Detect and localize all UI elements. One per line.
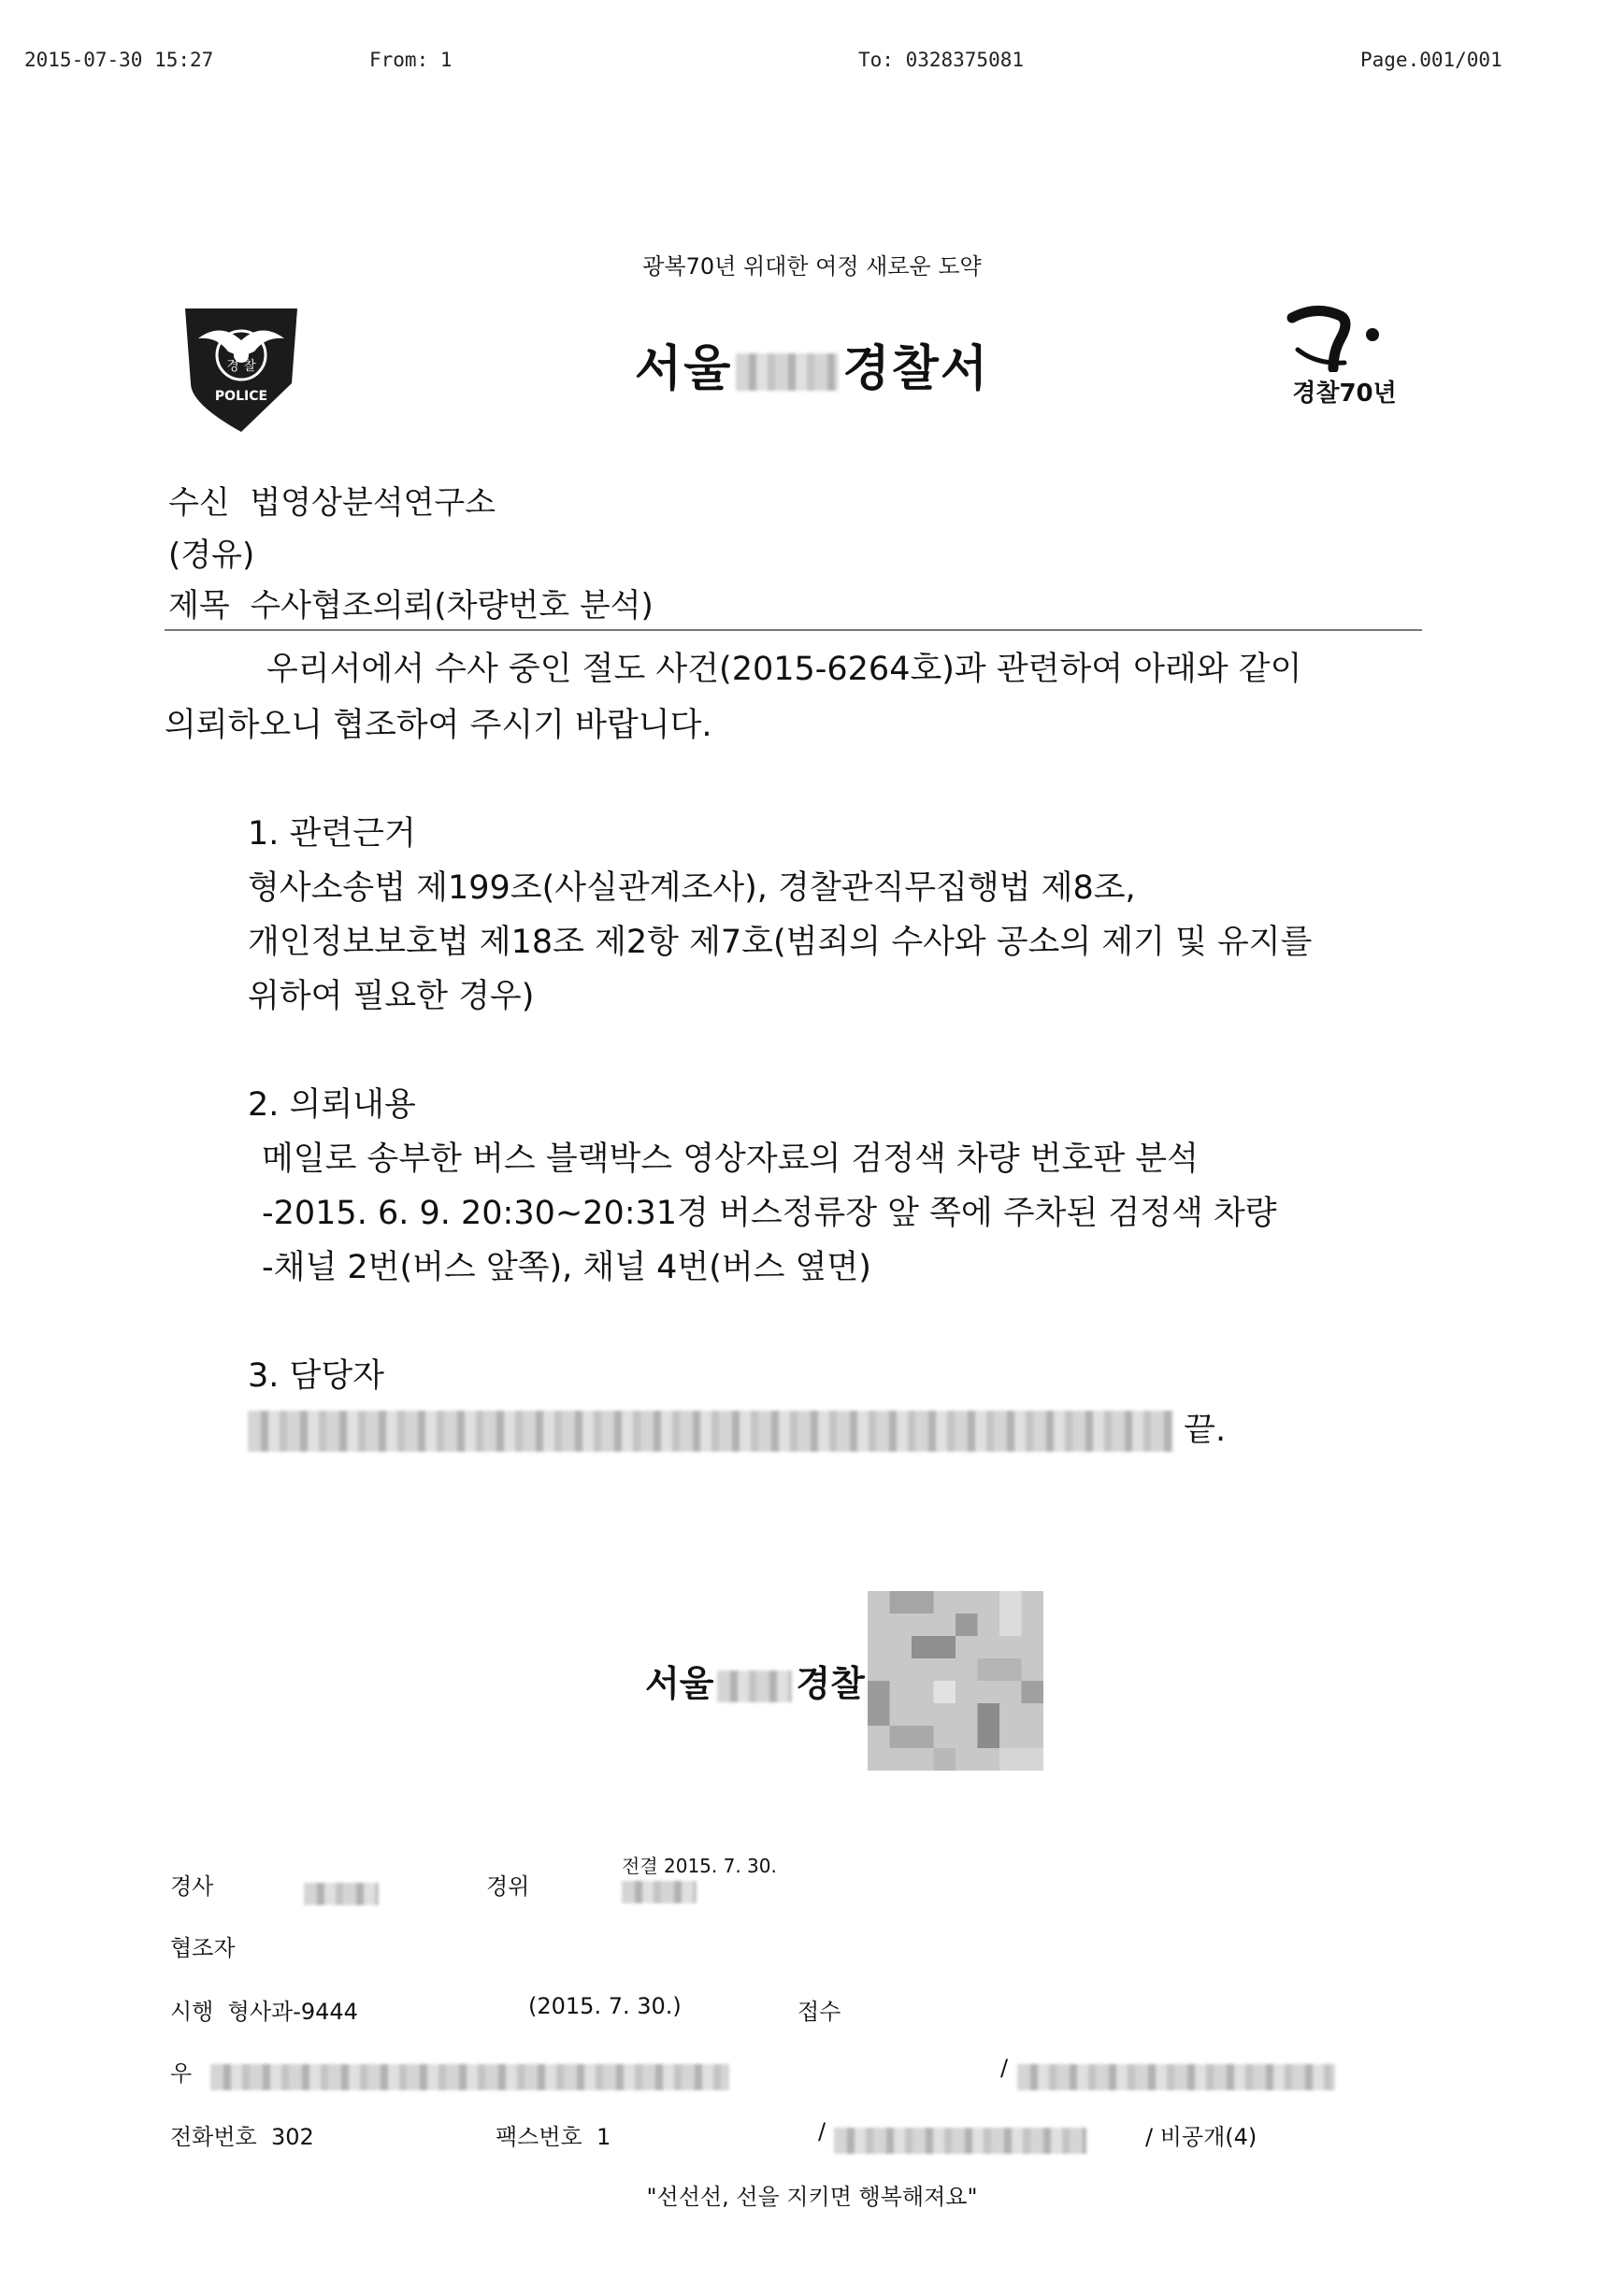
fax-to: To: 0328375081: [858, 49, 1025, 71]
fax-label: 팩스번호: [496, 2124, 582, 2150]
sender-prefix: 서울: [645, 1663, 714, 1704]
via-line: (경유): [168, 537, 255, 574]
redacted-station-name: [736, 353, 839, 391]
sender-suffix: 경찰: [796, 1663, 865, 1704]
approval-date: 전결 2015. 7. 30.: [622, 1855, 777, 1877]
redacted-sender-station: [717, 1671, 792, 1702]
emblem-text-top: 경 찰: [226, 359, 256, 374]
emblem-text-bottom: POLICE: [214, 389, 268, 404]
cooperator-label: 협조자: [170, 1935, 236, 1961]
sender-name: [645, 1655, 865, 1706]
redacted-officer1: [304, 1883, 379, 1905]
redacted-website: [1017, 2064, 1335, 2090]
end-mark: 끝.: [1184, 1412, 1227, 1449]
rank2-label: 경위: [486, 1873, 530, 1900]
police-70-logo: [1279, 297, 1410, 409]
redacted-email: [834, 2128, 1086, 2154]
section2-heading: 2. 의뢰내용: [248, 1086, 416, 1124]
section1-line-2: 개인정보보호법 제18조 제2항 제7호(범죄의 수사와 공소의 제기 및 유지를: [248, 924, 1313, 961]
receipt-label: 접수: [798, 1999, 841, 2025]
disclosure-label: / 비공개(4): [1145, 2124, 1258, 2150]
enforcement-date: (2015. 7. 30.): [528, 1993, 682, 2019]
header-divider: [165, 629, 1422, 631]
enforcement-label: 시행: [170, 1999, 214, 2025]
redacted-officer2: [622, 1881, 697, 1903]
subject-value: 수사협조의뢰(차량번호 분석): [250, 587, 654, 624]
redacted-address: [210, 2064, 729, 2090]
recipient-value: 법영상분석연구소: [250, 484, 496, 522]
motto: "선선선, 선을 지키면 행복해져요": [646, 2184, 978, 2210]
police-70-mark-icon: [1279, 297, 1410, 372]
intro-line-2: 의뢰하오니 협조하여 주시기 바랍니다.: [165, 707, 712, 744]
fax-from: From: 1: [369, 49, 453, 71]
title-suffix: 경찰서: [842, 341, 990, 397]
phone-value: 302: [271, 2124, 314, 2150]
fax-page: Page.001/001: [1360, 49, 1502, 71]
section2-line-1: 메일로 송부한 버스 블랙박스 영상자료의 검정색 차량 번호판 분석: [262, 1140, 1199, 1178]
postal-label: 우: [170, 2060, 193, 2087]
police-70-text: 경찰70년: [1292, 380, 1397, 408]
intro-line-1: 우리서에서 수사 중인 절도 사건(2015-6264호)과 관련하여 아래와 같이: [266, 651, 1302, 688]
contact-line: [248, 1404, 1226, 1452]
postal-slash: /: [1000, 2055, 1009, 2081]
section2-line-2: -2015. 6. 9. 20:30~20:31경 버스정류장 앞 쪽에 주차된 검정색 차량: [262, 1195, 1277, 1232]
phone-label: 전화번호: [170, 2124, 257, 2150]
fax-slash: /: [818, 2118, 826, 2144]
title-prefix: 서울: [634, 341, 733, 397]
subject-line: [168, 580, 654, 625]
recipient-label: 수신: [168, 484, 230, 522]
redacted-contact-info: [248, 1411, 1173, 1452]
phone-line: [170, 2118, 314, 2151]
section1-line-3: 위하여 필요한 경우): [248, 978, 535, 1015]
rank1-label: 경사: [170, 1873, 214, 1900]
enforcement-number: 형사과-9444: [227, 1999, 358, 2025]
fax-value: 1: [596, 2124, 611, 2150]
subject-label: 제목: [168, 587, 230, 624]
slogan: 광복70년 위대한 여정 새로운 도약: [642, 253, 982, 280]
fax-datetime: 2015-07-30 15:27: [24, 49, 214, 71]
enforcement-line: [170, 1993, 358, 2026]
fax-line: [496, 2118, 611, 2151]
section1-line-1: 형사소송법 제199조(사실관계조사), 경찰관직무집행법 제8조,: [248, 869, 1136, 907]
section1-heading: 1. 관련근거: [248, 815, 416, 853]
section3-heading: 3. 담당자: [248, 1357, 384, 1395]
redacted-official-seal: [868, 1591, 1043, 1771]
section2-line-3: -채널 2번(버스 앞쪽), 채널 4번(버스 옆면): [262, 1249, 871, 1286]
recipient-line: [168, 477, 496, 523]
